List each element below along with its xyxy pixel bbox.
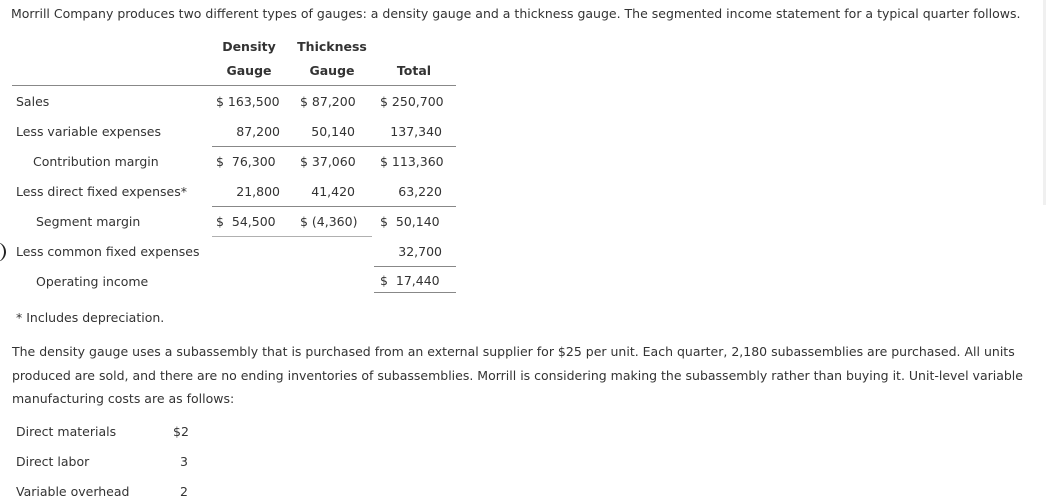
row-label-direct-fixed: Less direct fixed expenses* xyxy=(16,184,188,199)
page-edge-bracket xyxy=(0,242,6,262)
cell-direct-fixed-total: 63,220 xyxy=(398,184,442,199)
cost-value-direct-labor: 3 xyxy=(180,454,188,469)
cost-label-direct-labor: Direct labor xyxy=(16,454,90,469)
cell-contribution-total: $ 113,360 xyxy=(380,154,444,169)
double-rule-operating-income xyxy=(374,292,456,293)
cell-direct-fixed-thickness: 41,420 xyxy=(311,184,355,199)
cell-common-fixed-total: 32,700 xyxy=(398,244,442,259)
cell-segment-total: $ 50,140 xyxy=(380,214,440,229)
row-label-variable-expenses: Less variable expenses xyxy=(16,124,161,139)
cost-label-direct-materials: Direct materials xyxy=(16,424,117,439)
cell-variable-total: 137,340 xyxy=(390,124,442,139)
cost-value-variable-overhead: 2 xyxy=(180,484,188,499)
header-total: Total xyxy=(396,63,432,78)
header-thickness-line1: Thickness xyxy=(297,39,367,54)
rule-after-common-fixed xyxy=(374,266,456,267)
cell-variable-density: 87,200 xyxy=(236,124,280,139)
row-label-sales: Sales xyxy=(16,94,50,109)
row-label-operating-income: Operating income xyxy=(36,274,149,289)
cell-operating-income-total: $ 17,440 xyxy=(380,273,440,288)
cost-value-direct-materials: $2 xyxy=(173,424,189,439)
cell-segment-thickness: $ (4,360) xyxy=(300,214,358,229)
row-label-common-fixed: Less common fixed expenses xyxy=(16,244,200,259)
cell-contribution-thickness: $ 37,060 xyxy=(300,154,356,169)
header-thickness-line2: Gauge xyxy=(309,63,355,78)
double-rule-segments xyxy=(212,236,372,237)
cell-contribution-density: $ 76,300 xyxy=(216,154,276,169)
cell-sales-total: $ 250,700 xyxy=(380,94,444,109)
rule-after-direct-fixed xyxy=(212,206,456,207)
cell-sales-density: $ 163,500 xyxy=(216,94,280,109)
intro-text: Morrill Company produces two different types of gauges: a density gauge and a thickness gauge. The segmented income statement for a typical quarter follows. xyxy=(11,6,1021,21)
cell-sales-thickness: $ 87,200 xyxy=(300,94,356,109)
header-density-line2: Gauge xyxy=(226,63,272,78)
footnote: * Includes depreciation. xyxy=(16,310,165,325)
cell-direct-fixed-density: 21,800 xyxy=(236,184,280,199)
problem-paragraph: The density gauge uses a subassembly that is purchased from an external supplier for $25 per unit. Each quarter, 2,180 subassemblies are purchased. All units produced are sold, and there are no ending inventories of subassemblies. Morrill is considering making the subassembly rather than buying it. Unit-level variable manufacturing costs are as follows: xyxy=(12,344,1023,406)
header-rule xyxy=(12,85,456,86)
cell-segment-density: $ 54,500 xyxy=(216,214,276,229)
cost-label-variable-overhead: Variable overhead xyxy=(16,484,130,499)
header-density-line1: Density xyxy=(222,39,276,54)
row-label-segment-margin: Segment margin xyxy=(36,214,141,229)
cell-variable-thickness: 50,140 xyxy=(311,124,355,139)
rule-after-variable xyxy=(212,146,456,147)
row-label-contribution-margin: Contribution margin xyxy=(33,154,159,169)
